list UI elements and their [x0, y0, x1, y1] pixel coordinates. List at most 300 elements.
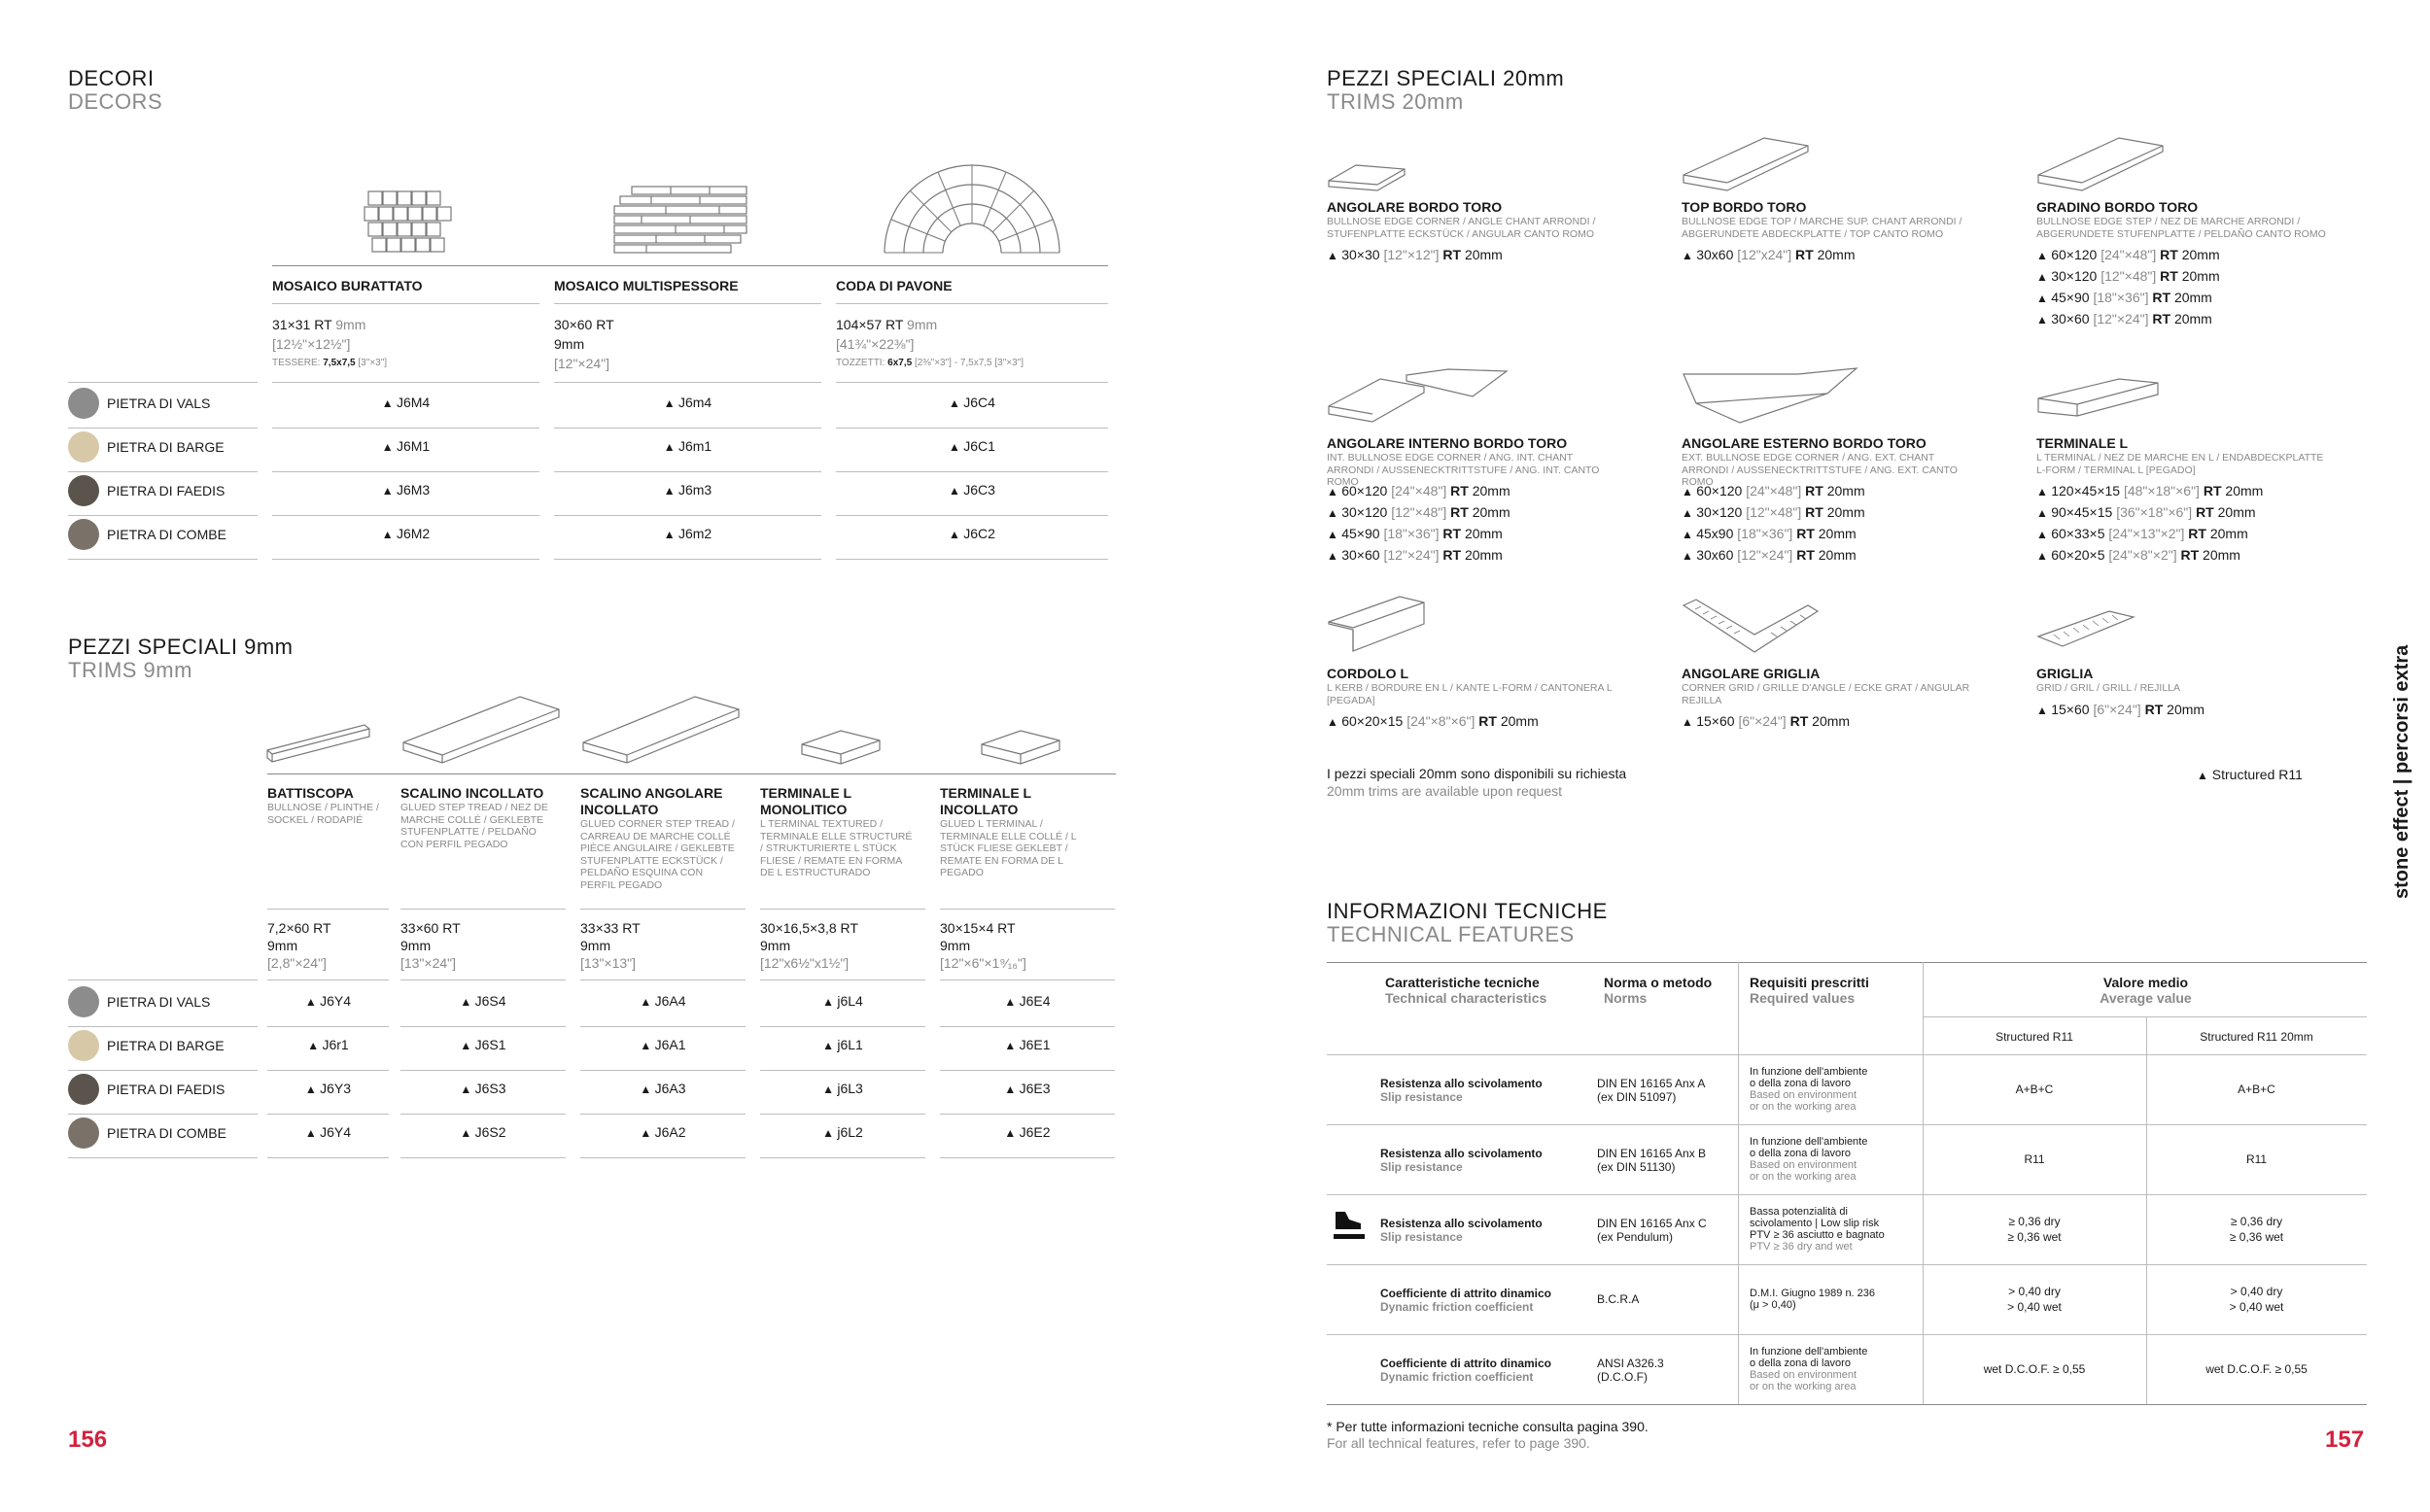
- trims9-title: PEZZI SPECIALI 9mm: [68, 635, 294, 659]
- th-avg: Valore medio: [2102, 975, 2189, 990]
- size-metric: 30x60: [1696, 247, 1734, 262]
- tech-req: Bassa potenzialità di: [1750, 1206, 1848, 1218]
- tessere-value: 6x7,5: [887, 358, 913, 368]
- size-imperial: [12"×24"]: [2093, 311, 2149, 326]
- size-rt: RT: [2188, 526, 2206, 541]
- trim20-desc: BULLNOSE EDGE STEP / NEZ DE MARCHE ARRONDI / ABGERUNDETE STUFENPLATTE / PELDAÑO CANTO ROMO: [2036, 216, 2326, 240]
- tech-req: Based on environment: [1750, 1089, 1857, 1101]
- triangle-icon: ▲: [460, 995, 475, 1009]
- triangle-icon: ▲: [663, 528, 678, 541]
- trim9-code-cell: [400, 1124, 566, 1140]
- triangle-icon: ▲: [1682, 249, 1697, 262]
- griglia-image: [2036, 607, 2138, 651]
- tech-value-r11-20-b: ≥ 0,36 wet: [2229, 1230, 2284, 1244]
- angolare-interno-image: [1327, 367, 1511, 426]
- size-imperial: [18"×36"]: [1383, 526, 1440, 541]
- trim9-code-cell: [267, 1081, 389, 1096]
- triangle-icon: ▲: [640, 1039, 655, 1052]
- tech-subtitle: TECHNICAL FEATURES: [1327, 922, 1575, 946]
- triangle-icon: ▲: [663, 396, 678, 410]
- stone-name: PIETRA DI COMBE: [107, 1125, 226, 1141]
- trim9-imperial: [13"×24"]: [400, 955, 457, 971]
- th-norm: Norma o metodo: [1604, 975, 1713, 990]
- trim9-code-cell: [760, 1037, 925, 1052]
- triangle-icon: ▲: [460, 1039, 475, 1052]
- size-rt: RT: [2160, 247, 2178, 262]
- trim9-name: SCALINO ANGOLARE INCOLLATO: [580, 785, 723, 817]
- size-imperial: [18"×36"]: [1737, 526, 1793, 541]
- triangle-icon: ▲: [2197, 769, 2208, 782]
- trim9-code: J6A4: [654, 993, 686, 1009]
- trim20-desc: BULLNOSE EDGE CORNER / ANGLE CHANT ARRONDI / STUFENPLATTE ECKSTÜCK / ANGULAR CANTO ROMO: [1327, 216, 1596, 240]
- triangle-icon: ▲: [381, 484, 397, 498]
- size-rt: RT: [1442, 526, 1462, 541]
- trim20-size-row: [1327, 501, 1510, 524]
- size-metric: 30×60: [2051, 311, 2090, 326]
- trim20-size-row: [1327, 244, 1503, 266]
- tech-char: Resistenza allo scivolamento: [1380, 1077, 1543, 1090]
- angolare-bordo-toro-image: [1327, 163, 1409, 192]
- triangle-icon: ▲: [640, 1126, 655, 1140]
- mosaico-burattato-image: [364, 189, 452, 259]
- trim9-desc: L TERMINAL TEXTURED / TERMINALE ELLE STRUCTURÉ / STRUKTURIERTE L STÜCK FLIESE / REMATE EN FORMA DE L ESTRUCTURADO: [760, 818, 913, 878]
- size-thickness: 20mm: [1464, 547, 1503, 563]
- size-metric: 45x90: [1696, 526, 1734, 541]
- tech-char: Resistenza allo scivolamento: [1380, 1147, 1543, 1160]
- tech-req: In funzione dell'ambiente: [1750, 1066, 1868, 1078]
- tech-value-r11-20-b: > 0,40 wet: [2229, 1300, 2284, 1314]
- triangle-icon: ▲: [304, 1126, 321, 1140]
- decor-code-cell: [554, 526, 821, 541]
- note-it: I pezzi speciali 20mm sono disponibili su richiesta: [1327, 766, 1627, 781]
- footnote-it: * Per tutte informazioni tecniche consulta pagina 390.: [1327, 1419, 1649, 1434]
- stone-swatch: [68, 986, 99, 1017]
- trim9-code: J6Y4: [320, 993, 352, 1009]
- trim20-size-row: [1682, 710, 1850, 733]
- decor-size: 104×57 RT: [836, 317, 904, 332]
- trims20-title: PEZZI SPECIALI 20mm: [1327, 66, 1565, 90]
- trim9-thickness: 9mm: [400, 938, 432, 953]
- trim20-size-row: [2036, 523, 2248, 545]
- trim20-size-row: [2036, 265, 2220, 288]
- triangle-icon: ▲: [1682, 715, 1697, 729]
- trim9-imperial: [12"x6½"x1½"]: [760, 955, 850, 971]
- trim9-desc: GLUED CORNER STEP TREAD / CARREAU DE MARCHE COLLÉ PIÈCE ANGULAIRE / GEKLEBTE STUFENPLATTE ECKSTÜCK / PELDAÑO ESQUINA CON PERFIL PEGADO: [580, 818, 735, 891]
- trim9-code: J6r1: [322, 1037, 349, 1052]
- tech-char-en: Slip resistance: [1380, 1160, 1463, 1174]
- tessere-label: TOZZETTI:: [836, 358, 885, 368]
- tessere-label: TESSERE:: [272, 358, 321, 368]
- triangle-icon: ▲: [1682, 506, 1697, 520]
- trim9-code: J6S4: [474, 993, 506, 1009]
- tech-req: or on the working area: [1750, 1381, 1857, 1392]
- trim20-size-row: [2036, 308, 2212, 330]
- trim9-code-cell: [940, 1081, 1115, 1096]
- size-metric: 30×120: [1341, 504, 1388, 520]
- size-rt: RT: [2152, 311, 2171, 326]
- th-char: Caratteristiche tecniche: [1385, 975, 1540, 990]
- trim20-name: CORDOLO L: [1327, 666, 1408, 681]
- trim20-desc: L KERB / BORDURE EN L / KANTE L-FORM / CANTONERA L [PEGADA]: [1327, 682, 1613, 706]
- trim9-code-cell: [267, 1037, 389, 1052]
- size-imperial: [48"×18"×6"]: [2123, 483, 2200, 498]
- tech-value-r11-20: ≥ 0,36 dry: [2230, 1215, 2283, 1228]
- side-label: stone effect | percorsi extra: [2391, 644, 2413, 899]
- trim9-code-cell: [760, 1124, 925, 1140]
- tech-norm-2: (ex DIN 51130): [1597, 1160, 1676, 1174]
- decor-code: J6C4: [963, 395, 995, 410]
- size-metric: 15×60: [2051, 701, 2090, 717]
- trim9-thickness: 9mm: [267, 938, 298, 953]
- trim9-code-cell: [400, 993, 566, 1009]
- tech-value-r11: ≥ 0,36 dry: [2008, 1215, 2061, 1228]
- terminale-l-monolitico-image: [797, 727, 885, 771]
- triangle-icon: ▲: [663, 440, 678, 454]
- decor-code: J6m2: [677, 526, 712, 541]
- th-req: Requisiti prescritti: [1750, 975, 1869, 990]
- decor-code-cell: [836, 438, 1108, 454]
- tech-norm: DIN EN 16165 Anx C: [1597, 1217, 1707, 1230]
- stone-name: PIETRA DI FAEDIS: [107, 1082, 226, 1097]
- decor-code-cell: [554, 482, 821, 498]
- tech-value-r11-20: R11: [2245, 1152, 2268, 1166]
- trim9-code: J6E3: [1019, 1081, 1051, 1096]
- tech-req: or on the working area: [1750, 1101, 1857, 1113]
- triangle-icon: ▲: [2036, 528, 2052, 541]
- tech-req: In funzione dell'ambiente: [1750, 1136, 1868, 1148]
- terminale-l-incollato-image: [977, 727, 1064, 771]
- trim9-code: j6L4: [837, 993, 863, 1009]
- triangle-icon: ▲: [304, 995, 321, 1009]
- trim9-code: J6Y4: [320, 1124, 352, 1140]
- legend-text: Structured R11: [2211, 767, 2303, 782]
- size-metric: 45×90: [1341, 526, 1380, 541]
- stone-swatch: [68, 519, 99, 550]
- tech-req: PTV ≥ 36 dry and wet: [1750, 1241, 1853, 1253]
- tech-req: Based on environment: [1750, 1159, 1857, 1171]
- th-avg-en: Average value: [2100, 990, 2192, 1006]
- decor-code-cell: [272, 482, 539, 498]
- size-thickness: 20mm: [1826, 483, 1865, 498]
- top-bordo-toro-image: [1682, 136, 1813, 194]
- size-metric: 90×45×15: [2051, 504, 2113, 520]
- trim20-desc: L TERMINAL / NEZ DE MARCHE EN L / ENDABDECKPLATTE L-FORM / TERMINAL L [PEGADO]: [2036, 452, 2324, 476]
- tech-char-en: Dynamic friction coefficient: [1380, 1300, 1534, 1314]
- tech-norm: ANSI A326.3: [1597, 1357, 1664, 1370]
- size-thickness: 20mm: [2209, 526, 2248, 541]
- stone-name: PIETRA DI BARGE: [107, 439, 225, 455]
- decor-code-cell: [272, 438, 539, 454]
- decor-code-cell: [554, 438, 821, 454]
- stone-swatch: [68, 388, 99, 419]
- stone-name: PIETRA DI FAEDIS: [107, 483, 226, 498]
- size-thickness: 20mm: [1472, 483, 1510, 498]
- triangle-icon: ▲: [2036, 703, 2052, 717]
- size-rt: RT: [1450, 504, 1469, 520]
- size-thickness: 20mm: [2181, 247, 2220, 262]
- trim9-thickness: 9mm: [940, 938, 971, 953]
- size-thickness: 20mm: [2173, 290, 2212, 305]
- size-rt: RT: [2203, 483, 2222, 498]
- tech-title: INFORMAZIONI TECNICHE: [1327, 899, 1608, 923]
- trim9-code-cell: [580, 1124, 746, 1140]
- trim9-thickness: 9mm: [580, 938, 611, 953]
- trim9-code: J6S2: [474, 1124, 506, 1140]
- tech-value-r11: R11: [2024, 1152, 2045, 1166]
- stone-name: PIETRA DI VALS: [107, 994, 211, 1010]
- trim20-name: GRADINO BORDO TORO: [2036, 199, 2199, 215]
- size-imperial: [24"×8"×2"]: [2108, 547, 2177, 563]
- size-imperial: [12"×24"]: [1383, 547, 1440, 563]
- angolare-griglia-image: [1682, 598, 1822, 656]
- size-rt: RT: [1796, 526, 1815, 541]
- size-thickness: 20mm: [1464, 526, 1503, 541]
- trim20-size-row: [2036, 480, 2263, 502]
- tech-req: scivolamento | Low slip risk: [1750, 1218, 1880, 1229]
- decor-code-cell: [272, 526, 539, 541]
- size-metric: 60×120: [2051, 247, 2098, 262]
- trim9-code-cell: [267, 1124, 389, 1140]
- tech-req: D.M.I. Giugno 1989 n. 236: [1750, 1288, 1876, 1299]
- trim9-desc: BULLNOSE / PLINTHE / SOCKEL / RODAPIÉ: [267, 802, 379, 826]
- tech-norm: DIN EN 16165 Anx B: [1597, 1147, 1707, 1160]
- trim9-thickness: 9mm: [760, 938, 791, 953]
- trim20-desc: GRID / GRIL / GRILL / REJILLA: [2036, 682, 2181, 694]
- decor-col-name: MOSAICO MULTISPESSORE: [554, 278, 739, 293]
- trim9-code-cell: [267, 993, 389, 1009]
- trim20-name: ANGOLARE ESTERNO BORDO TORO: [1682, 435, 1927, 451]
- size-imperial: [24"×48"]: [2100, 247, 2157, 262]
- trim9-code-cell: [580, 1081, 746, 1096]
- size-imperial: [12"×48"]: [1746, 504, 1802, 520]
- size-thickness: 20mm: [1817, 247, 1856, 262]
- size-metric: 30×120: [2051, 268, 2098, 284]
- size-metric: 15×60: [1696, 713, 1735, 729]
- size-imperial: [18"×36"]: [2093, 290, 2149, 305]
- gradino-bordo-toro-image: [2036, 136, 2168, 194]
- page-number-right: 157: [2325, 1426, 2365, 1453]
- size-rt: RT: [1789, 713, 1809, 729]
- size-imperial: [12"×12"]: [1383, 247, 1440, 262]
- trim9-code: J6E1: [1019, 1037, 1051, 1052]
- stone-swatch: [68, 475, 99, 506]
- size-metric: 30×60: [1341, 547, 1380, 563]
- size-imperial: [12"x24"]: [1737, 247, 1792, 262]
- size-thickness: 20mm: [2167, 701, 2205, 717]
- trim9-code: J6S1: [474, 1037, 506, 1052]
- trim9-code: j6L3: [837, 1081, 863, 1096]
- trim9-size: 7,2×60 RT: [267, 920, 331, 936]
- tech-char-en: Dynamic friction coefficient: [1380, 1370, 1534, 1384]
- trim9-name: TERMINALE L MONOLITICO: [760, 785, 851, 817]
- trim9-code: J6A1: [654, 1037, 686, 1052]
- trim20-name: TERMINALE L: [2036, 435, 2129, 451]
- size-thickness: 20mm: [1818, 526, 1857, 541]
- tech-req: (μ > 0,40): [1750, 1299, 1796, 1311]
- size-metric: 30x60: [1696, 547, 1734, 563]
- triangle-icon: ▲: [460, 1126, 475, 1140]
- trim9-size: 33×60 RT: [400, 920, 461, 936]
- size-rt: RT: [1805, 504, 1823, 520]
- decor-code: J6C2: [963, 526, 995, 541]
- triangle-icon: ▲: [1327, 549, 1342, 563]
- size-imperial: [24"×8"×6"]: [1406, 713, 1475, 729]
- decor-imperial: [41¾"×22⅜"]: [836, 336, 915, 352]
- decor-size: 30×60 RT: [554, 317, 614, 332]
- trim9-code-cell: [760, 1081, 925, 1096]
- trim9-name: TERMINALE L INCOLLATO: [940, 785, 1031, 817]
- trim9-desc: GLUED STEP TREAD / NEZ DE MARCHE COLLÉ / GEKLEBTE STUFENPLATTE / PELDAÑO CON PERFIL PEGADO: [400, 802, 548, 850]
- trim9-size: 30×15×4 RT: [940, 920, 1016, 936]
- triangle-icon: ▲: [460, 1082, 475, 1096]
- tech-char: Resistenza allo scivolamento: [1380, 1217, 1543, 1230]
- size-imperial: [36"×18"×6"]: [2116, 504, 2193, 520]
- trim20-size-row: [1682, 480, 1865, 502]
- triangle-icon: ▲: [2036, 506, 2052, 520]
- trim20-size-row: [1327, 523, 1503, 545]
- page-number-left: 156: [68, 1426, 108, 1453]
- trim9-imperial: [12"×6"×1⁹⁄₁₆"]: [940, 955, 1026, 971]
- triangle-icon: ▲: [822, 995, 838, 1009]
- decor-code-cell: [836, 482, 1108, 498]
- size-metric: 60×20×15: [1341, 713, 1404, 729]
- triangle-icon: ▲: [1004, 1126, 1020, 1140]
- tech-norm-2: (ex Pendulum): [1597, 1230, 1674, 1244]
- tech-norm-2: (ex DIN 51097): [1597, 1090, 1677, 1104]
- decor-imperial: [12"×24"]: [554, 356, 610, 371]
- stone-swatch: [68, 431, 99, 463]
- tech-req: or on the working area: [1750, 1171, 1857, 1183]
- decor-code-cell: [836, 395, 1108, 410]
- size-rt: RT: [2180, 547, 2200, 563]
- trim9-code: j6L1: [837, 1037, 863, 1052]
- decor-code: J6C1: [963, 438, 995, 454]
- size-rt: RT: [1450, 483, 1469, 498]
- trim9-code-cell: [580, 993, 746, 1009]
- trim9-code: J6Y3: [320, 1081, 352, 1096]
- trim20-desc: BULLNOSE EDGE TOP / MARCHE SUP. CHANT ARRONDI / ABGERUNDETE ABDECKPLATTE / TOP CANTO ROMO: [1682, 216, 1962, 240]
- th-struct: Structured R11: [1996, 1030, 2073, 1044]
- trim20-size-row: [2036, 244, 2220, 266]
- size-thickness: 20mm: [2173, 311, 2212, 326]
- stone-swatch: [68, 1074, 99, 1105]
- footnote-en: For all technical features, refer to page 390.: [1327, 1435, 1590, 1451]
- decor-size: 31×31 RT: [272, 317, 332, 332]
- trim20-name: ANGOLARE BORDO TORO: [1327, 199, 1503, 215]
- triangle-icon: ▲: [1327, 715, 1342, 729]
- decor-code: J6m1: [677, 438, 712, 454]
- trim20-size-row: [2036, 544, 2240, 567]
- decor-code-cell: [836, 526, 1108, 541]
- decor-col-name: MOSAICO BURATTATO: [272, 278, 423, 293]
- trim9-code-cell: [580, 1037, 746, 1052]
- decor-thickness: 9mm: [335, 317, 366, 332]
- size-imperial: [12"×48"]: [2100, 268, 2157, 284]
- trim20-size-row: [2036, 287, 2212, 309]
- stone-swatch: [68, 1117, 99, 1149]
- triangle-icon: ▲: [1682, 485, 1697, 498]
- trim20-desc: EXT. BULLNOSE EDGE CORNER / ANG. EXT. CHANT ARRONDI / AUSSENECKTRITTSTUFE / ANG. EXT. CANTO ROMO: [1682, 452, 1958, 488]
- tech-norm-2: (D.C.O.F): [1597, 1370, 1648, 1384]
- tech-value-r11-20: > 0,40 dry: [2230, 1285, 2283, 1298]
- decor-code: J6M3: [396, 482, 431, 498]
- tech-value-r11: A+B+C: [2015, 1082, 2054, 1096]
- decor-code-cell: [272, 395, 539, 410]
- trims20-subtitle: TRIMS 20mm: [1327, 89, 1464, 114]
- size-metric: 60×120: [1341, 483, 1388, 498]
- triangle-icon: ▲: [949, 528, 964, 541]
- trim9-code: J6S3: [474, 1081, 506, 1096]
- triangle-icon: ▲: [2036, 270, 2052, 284]
- size-thickness: 20mm: [2225, 483, 2264, 498]
- decor-code: J6m3: [677, 482, 712, 498]
- decori-subtitle: DECORS: [68, 89, 163, 114]
- triangle-icon: ▲: [640, 1082, 655, 1096]
- triangle-icon: ▲: [822, 1126, 838, 1140]
- triangle-icon: ▲: [1004, 1082, 1020, 1096]
- trim20-size-row: [1327, 710, 1539, 733]
- decor-code: J6M2: [396, 526, 431, 541]
- triangle-icon: ▲: [2036, 485, 2052, 498]
- size-metric: 45×90: [2051, 290, 2090, 305]
- triangle-icon: ▲: [1004, 995, 1020, 1009]
- decor-imperial: [12½"×12½"]: [272, 336, 351, 352]
- trim9-code-cell: [400, 1037, 566, 1052]
- trim9-name: BATTISCOPA: [267, 785, 354, 801]
- trim9-code-cell: [760, 993, 925, 1009]
- trim20-size-row: [2036, 699, 2204, 721]
- size-thickness: 20mm: [1812, 713, 1851, 729]
- stone-name: PIETRA DI BARGE: [107, 1038, 225, 1053]
- tessere-imperial: [3"×3"]: [358, 358, 388, 368]
- decor-code: J6M4: [396, 395, 431, 410]
- th-char-en: Technical characteristics: [1385, 990, 1547, 1006]
- triangle-icon: ▲: [1327, 528, 1342, 541]
- size-rt: RT: [1795, 247, 1814, 262]
- size-metric: 30×30: [1341, 247, 1380, 262]
- size-metric: 60×120: [1696, 483, 1743, 498]
- decor-thickness: 9mm: [907, 317, 938, 332]
- triangle-icon: ▲: [2036, 313, 2052, 326]
- tech-req: In funzione dell'ambiente: [1750, 1346, 1868, 1357]
- tech-req: o della zona di lavoro: [1750, 1357, 1851, 1369]
- trim20-name: TOP BORDO TORO: [1682, 199, 1807, 215]
- tech-value-r11-20: A+B+C: [2238, 1082, 2275, 1096]
- scalino-incollato-image: [399, 692, 564, 770]
- tech-char: Coefficiente di attrito dinamico: [1380, 1357, 1552, 1370]
- triangle-icon: ▲: [307, 1039, 323, 1052]
- size-thickness: 20mm: [2203, 547, 2240, 563]
- trim9-desc: GLUED L TERMINAL / TERMINALE ELLE COLLÉ / L STÜCK FLIESE GEKLEBT / REMATE EN FORMA DE L PEGADO: [940, 818, 1077, 878]
- trim9-code: J6A3: [654, 1081, 686, 1096]
- size-imperial: [24"×48"]: [1391, 483, 1447, 498]
- tech-char-en: Slip resistance: [1380, 1230, 1463, 1244]
- trim9-code-cell: [940, 1124, 1115, 1140]
- tech-char: Coefficiente di attrito dinamico: [1380, 1287, 1552, 1300]
- triangle-icon: ▲: [381, 528, 397, 541]
- tech-value-r11: wet D.C.O.F. ≥ 0,55: [1983, 1362, 2086, 1376]
- triangle-icon: ▲: [949, 396, 964, 410]
- tech-char-en: Slip resistance: [1380, 1090, 1463, 1104]
- size-imperial: [6"×24"]: [2093, 701, 2141, 717]
- stone-name: PIETRA DI VALS: [107, 395, 211, 411]
- tech-req: PTV ≥ 36 asciutto e bagnato: [1750, 1229, 1885, 1241]
- tessere-imperial: [2⅜"×3"] - 7,5x7,5 [3"×3"]: [914, 358, 1024, 368]
- triangle-icon: ▲: [640, 995, 655, 1009]
- slip-shoe-icon: [1332, 1208, 1367, 1243]
- trim20-size-row: [2036, 501, 2256, 524]
- trim20-desc: CORNER GRID / GRILLE D'ANGLE / ECKE GRAT / ANGULAR REJILLA: [1682, 682, 1970, 706]
